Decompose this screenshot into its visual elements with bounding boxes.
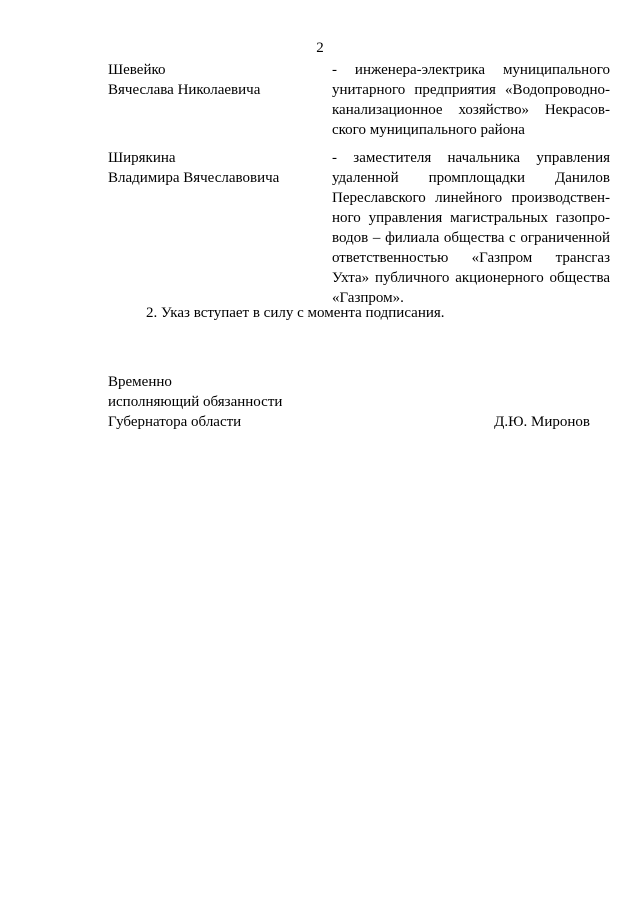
signature-block bbox=[108, 372, 590, 432]
position-line: ского муниципального района bbox=[332, 122, 525, 138]
position-line: Переславского линейного производствен- bbox=[332, 190, 610, 206]
signatory-name: Д.Ю. Миронов bbox=[494, 414, 590, 430]
appointee-position bbox=[332, 60, 610, 140]
position-line: - инженера-электрика муниципального bbox=[332, 62, 610, 78]
position-line: унитарного предприятия «Водопроводно- bbox=[332, 82, 610, 98]
appointee-name bbox=[108, 148, 328, 188]
position-line: - заместителя начальника управления bbox=[332, 150, 610, 166]
position-line: ного управления магистральных газопро- bbox=[332, 210, 610, 226]
position-line: ответственностью «Газпром трансгаз bbox=[332, 250, 610, 266]
page-number: 2 bbox=[316, 40, 324, 56]
appointee-position bbox=[332, 148, 610, 308]
appointee-surname: Ширякина bbox=[108, 150, 176, 166]
signatory-title-line: исполняющий обязанности bbox=[108, 394, 283, 410]
position-line: Ухта» публичного акционерного общества bbox=[332, 270, 610, 286]
appointee-surname: Шевейко bbox=[108, 62, 166, 78]
appointee-given-names: Владимира Вячеславовича bbox=[108, 170, 280, 186]
appointee-name bbox=[108, 60, 328, 100]
signatory-title-line: Губернатора области bbox=[108, 414, 242, 430]
position-line: канализационное хозяйство» Некрасов- bbox=[332, 102, 610, 118]
appointee-given-names: Вячеслава Николаевича bbox=[108, 82, 261, 98]
signatory-title-line: Временно bbox=[108, 374, 172, 390]
position-line: удаленной промплощадки Данилов bbox=[332, 170, 610, 186]
position-line: «Газпром». bbox=[332, 290, 404, 306]
clause-2: 2. Указ вступает в силу с момента подписания. bbox=[146, 305, 445, 321]
position-line: водов – филиала общества с ограниченной bbox=[332, 230, 610, 246]
